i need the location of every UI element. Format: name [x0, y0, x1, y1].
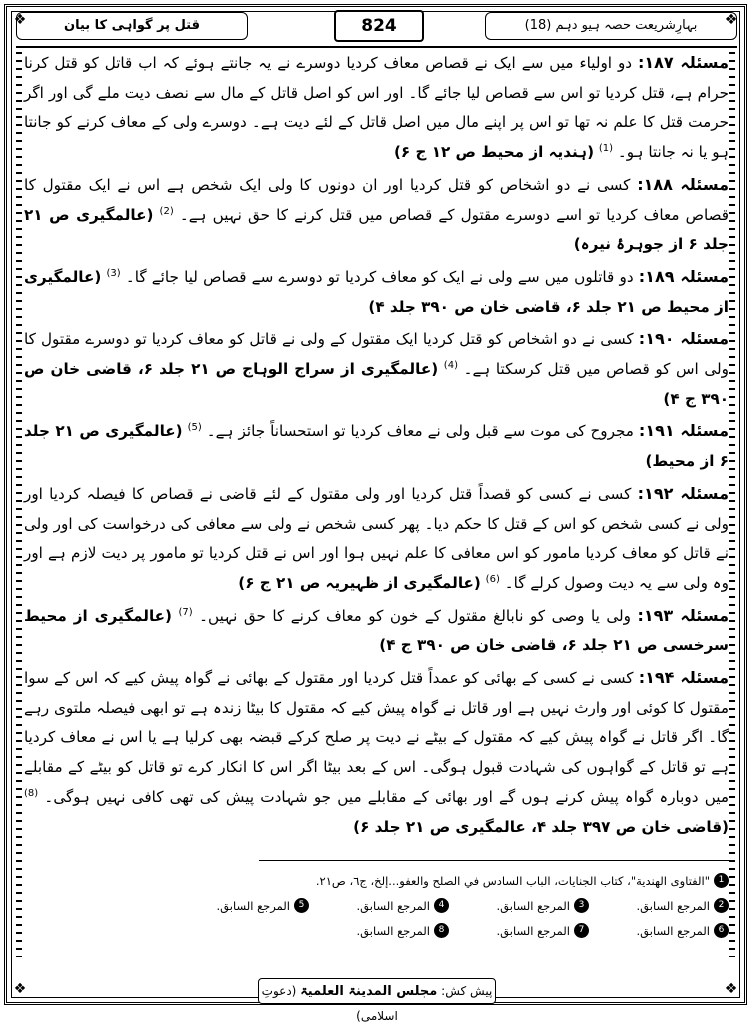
publisher-name: مجلس المدینۃ العلمیۃ	[300, 984, 438, 999]
footnote-item	[309, 923, 449, 938]
main-text	[24, 48, 729, 844]
masala-label: مسئلہ ۱۹۳:	[637, 605, 730, 625]
footnote-marker[interactable]: (5)	[187, 422, 202, 434]
masala-label: مسئلہ ۱۸۷:	[637, 53, 729, 72]
masala-paragraph	[24, 48, 729, 168]
publisher-footer	[258, 978, 496, 1023]
footnote-number: 4	[434, 898, 449, 913]
footnote-marker[interactable]: (6)	[485, 573, 500, 585]
footnote-number: 5	[294, 898, 309, 913]
corner-ornament-icon: ❖	[13, 981, 27, 997]
border-ornament-left	[16, 52, 22, 957]
footnote-item	[169, 898, 309, 913]
masala-paragraph	[24, 324, 729, 414]
masala-text: کسی نے دو اشخاص کو قتل کردیا ایک مقتول کے ولی نے قاتل کو معاف کردیا تو دوسرے مقتول کا ولی اس کو قصاص میں قتل کرسکتا ہے۔	[24, 330, 729, 379]
reference: (ہندیہ از محیط ص ۱۲ ج ۶)	[393, 143, 595, 162]
footnote-marker[interactable]: (7)	[178, 606, 193, 618]
footnote-text: المرجع السابق.	[496, 898, 570, 913]
reference: (قاضی خان ص ۳۹۷ جلد ۴، عالمگیری ص ۲۱ جلد ۶)	[353, 817, 729, 836]
page-header	[16, 10, 737, 40]
masala-paragraph	[24, 262, 729, 322]
reference: (عالمگیری از سراج الوہاج ص ۲۱ جلد ۶، قاضی خان ص ۳۹۰ ج ۴)	[24, 360, 729, 408]
footnote-row	[24, 893, 729, 918]
reference: (عالمگیری از ظہیریہ ص ۲۱ ج ۶)	[238, 573, 481, 592]
footnote-text: المرجع السابق.	[356, 898, 430, 913]
footnote-text: المرجع السابق.	[216, 898, 290, 913]
corner-ornament-icon: ❖	[724, 12, 738, 28]
footnote-marker[interactable]: (8)	[24, 787, 39, 799]
reference: (عالمگیری ص ۲۱ جلد ۶ از جوہرۂ نیرہ)	[24, 205, 729, 254]
footnote-row	[24, 918, 729, 943]
footnote-marker[interactable]: (1)	[598, 143, 614, 155]
masala-paragraph	[24, 663, 729, 842]
footnote-marker[interactable]: (3)	[106, 267, 121, 279]
masala-label: مسئلہ ۱۹۴:	[638, 668, 730, 688]
masala-text: دو قاتلوں میں سے ولی نے ایک کو معاف کردیا تو دوسرے سے قصاص لیا جائے گا۔	[125, 267, 634, 286]
masala-label: مسئلہ ۱۹۰:	[638, 329, 729, 349]
footnote-row	[24, 868, 729, 893]
masala-text: کسی نے کسی کو قصداً قتل کردیا اور ولی مقتول کے لئے قاضی نے قصاص کا فیصلہ کردیا اور ولی نے کسی شخص کو اس کے قتل کا حکم دیا۔ پھر کسی شخص نے ولی سے معافی کی درخواست کی اور ولی نے قاتل کو معاف کردیا مامور کو اس معافی کا علم نہیں ہوا اور اس نے قتل کردیا تو مامور پر دیت لازم ہے اور وہ ولی سے یہ دیت وصول کرلے گا۔	[24, 484, 729, 592]
footnote-number: 1	[714, 873, 729, 888]
footnote-item	[589, 898, 729, 913]
masala-text: ولی یا وصی کو نابالغ مقتول کے خون کو معاف کرنے کا حق نہیں۔	[199, 606, 631, 625]
footnote-item	[316, 873, 729, 888]
corner-ornament-icon: ❖	[13, 12, 27, 28]
footnote-text: المرجع السابق.	[356, 923, 430, 938]
masala-label: مسئلہ ۱۹۱:	[638, 421, 729, 441]
footnote-number: 8	[434, 923, 449, 938]
masala-paragraph	[24, 416, 729, 476]
footnote-text: "الفتاوى الهندية"، كتاب الجنايات، الباب السادس في الصلح والعفو...إلخ، ج٦، ص٢١.	[315, 873, 710, 888]
reference: (عالمگیری از محیط سرخسی ص ۲۱ جلد ۶، قاضی خان ص ۳۹۰ ج ۴)	[24, 606, 729, 655]
reference: (عالمگیری از محیط ص ۲۱ جلد ۶، قاضی خان ص ۳۹۰ جلد ۴)	[24, 267, 729, 316]
masala-paragraph	[24, 479, 729, 599]
footnotes	[24, 868, 729, 943]
footnote-number: 6	[714, 923, 729, 938]
masala-paragraph	[24, 170, 729, 260]
corner-ornament-icon: ❖	[724, 981, 738, 997]
footnote-text: المرجع السابق.	[636, 898, 710, 913]
masala-text: دو اولیاء میں سے ایک نے قصاص معاف کردیا دوسرے نے یہ جانتے ہوئے کہ اب قاتل کو قتل کرنا حرام ہے، قتل کردیا تو اس سے قصاص لیا جائے گا۔ اور اس کو اصل قاتل کے مال سے نصف دیت ملے گی اور اگر حرمت قتل کا علم نہ تھا تو اس پر اپنے مال میں اصل قاتل کے لئے دیت ہے۔ دوسرے ولی کے معاف کرنے کو جانتا ہو یا نہ جانتا ہو۔	[24, 54, 729, 162]
masala-label: مسئلہ ۱۸۹:	[638, 266, 730, 286]
page-number: 824	[334, 10, 424, 42]
reference: (عالمگیری ص ۲۱ جلد ۶ از محیط)	[24, 422, 729, 471]
chapter-title: قتل پر گواہی کا بیان	[16, 12, 248, 40]
masala-text: کسی نے کسی کے بھائی کو عمداً قتل کردیا اور مقتول کے بھائی نے گواہ پیش کیے کہ اس کے سوا مقتول کا کوئی اور وارث نہیں ہے اور قاتل نے گواہ پیش کیے کہ مقتول کا بیٹا زندہ ہے تو ابھی فیصلہ ملتوی رہے گا۔ اگر قاتل نے گواہ پیش کیے کہ مقتول کے بیٹے نے دیت پر صلح کرکے قبضہ بھی کرلیا ہے یا اس نے معاف کردیا ہے تو قاتل کے گواہوں کی شہادت قبول ہوگی۔ اس کے بعد بیٹا اگر اس کا انکار کرے تو قاتل کو بیٹے کے مقابلے میں دوبارہ گواہ پیش کرنے ہوں گے اور بھائی کے مقابلے میں جو شہادت پیش کی تھی کافی نہیں ہوگی۔	[24, 669, 730, 806]
footnote-number: 2	[714, 898, 729, 913]
border-ornament-right	[729, 52, 735, 957]
footnote-marker[interactable]: (2)	[159, 205, 174, 217]
footnote-text: المرجع السابق.	[496, 923, 570, 938]
footnote-item	[309, 898, 449, 913]
footnote-text: المرجع السابق.	[636, 923, 710, 938]
masala-label: مسئلہ ۱۸۸:	[637, 174, 730, 194]
footnote-marker[interactable]: (4)	[443, 359, 458, 371]
footnote-item	[449, 898, 589, 913]
footer-suffix: (دعوتِ اسلامی)	[261, 984, 398, 1023]
footnote-number: 7	[574, 923, 589, 938]
footnote-item	[449, 923, 589, 938]
footnote-rule	[259, 860, 729, 861]
footnote-item	[589, 923, 729, 938]
footer-prefix: پیش کش:	[441, 984, 493, 998]
footnote-number: 3	[574, 898, 589, 913]
masala-paragraph	[24, 601, 729, 661]
book-title: بہارِشریعت حصہ ہیو دہم (18)	[485, 12, 737, 40]
masala-text: کسی نے دو اشخاص کو قتل کردیا اور ان دونوں کا ولی ایک شخص ہے اس نے ایک مقتول کا قصاص معاف کردیا تو اسے دوسرے مقتول کے قصاص میں قتل کرنے کا حق نہیں ہے۔	[24, 175, 730, 224]
masala-text: مجروح کی موت سے قبل ولی نے معاف کردیا تو استحساناً جائز ہے۔	[206, 422, 634, 441]
masala-label: مسئلہ ۱۹۲:	[637, 483, 729, 503]
